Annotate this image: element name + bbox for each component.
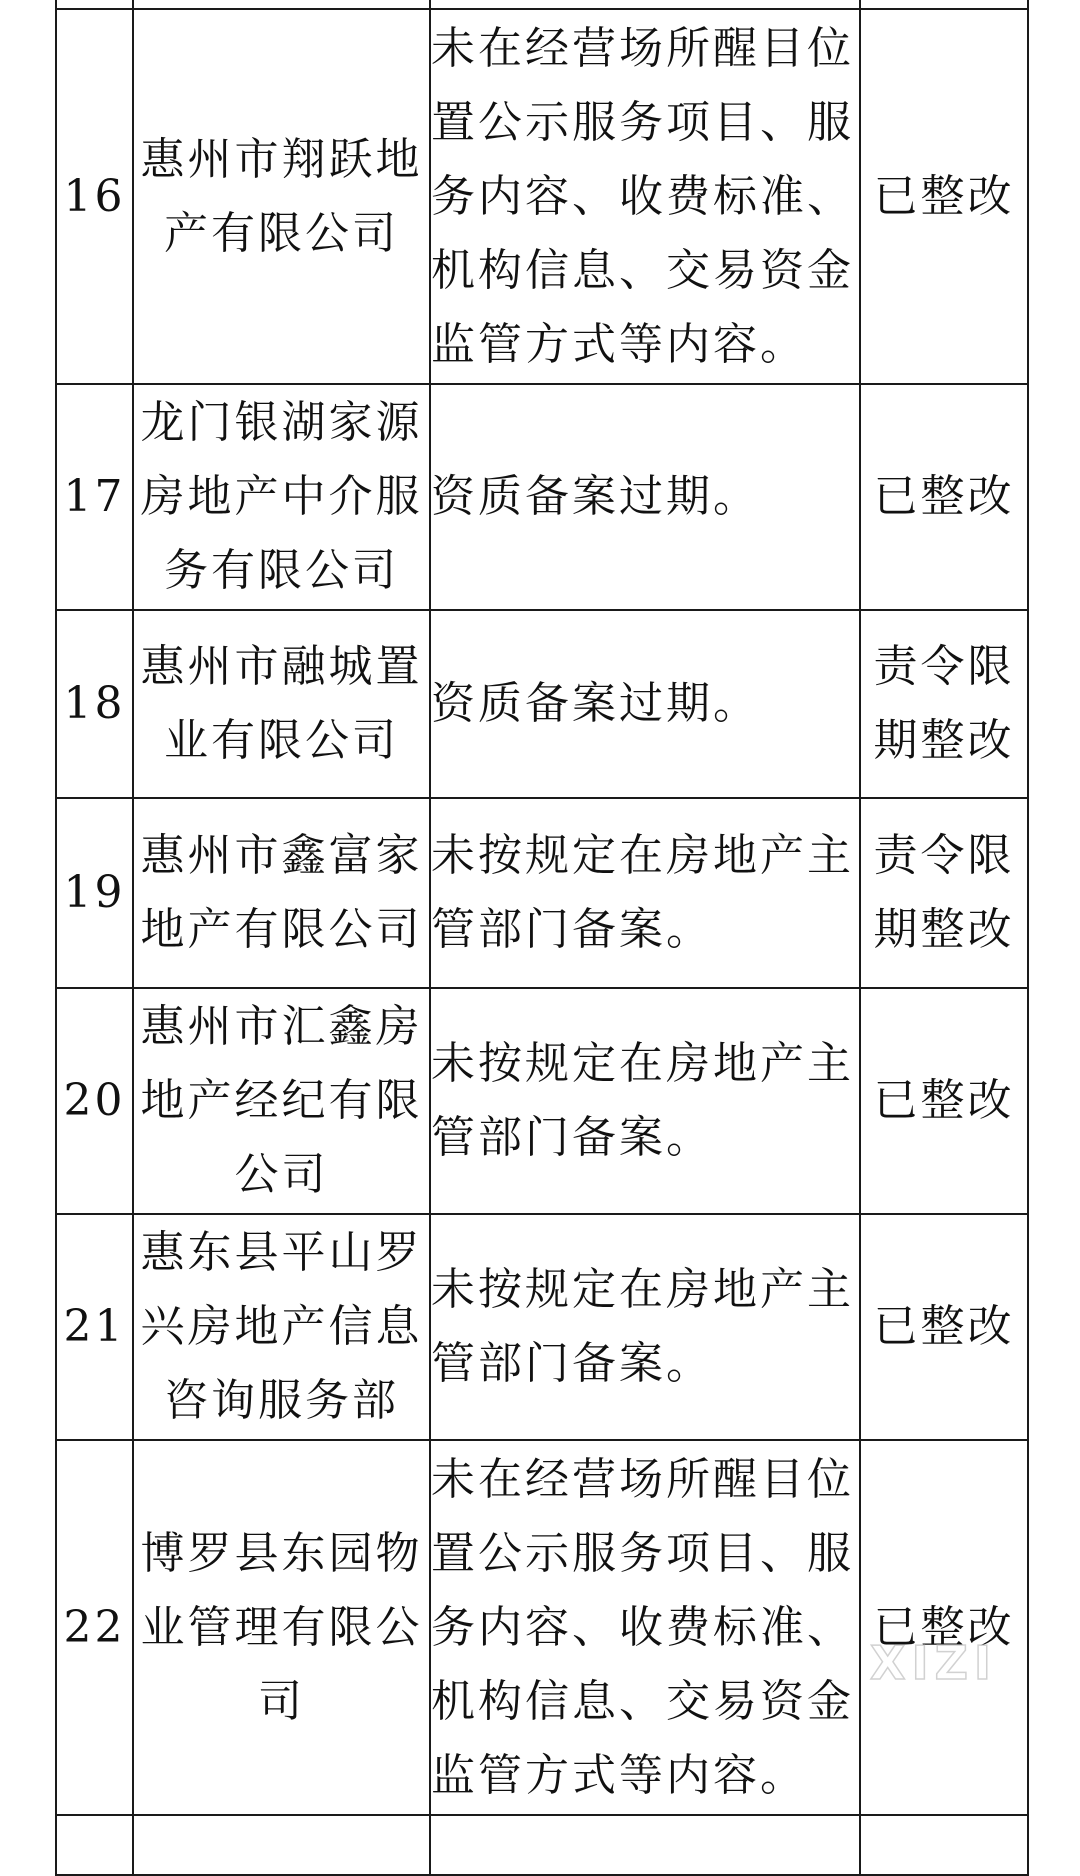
company-name-cell: 惠州市翔跃地产有限公司 [133, 9, 430, 384]
status-cell: 责令限期整改 [860, 798, 1028, 988]
status-cell: 已整改 [860, 1440, 1028, 1815]
table-row [56, 988, 1028, 1214]
row-number-cell: 21 [56, 1214, 133, 1440]
inspection-results-table [55, 0, 1029, 1876]
document-page [55, 0, 1027, 1876]
row-number-cell: 19 [56, 798, 133, 988]
table-row [56, 384, 1028, 610]
company-name-cell: 惠州市汇鑫房地产经纪有限公司 [133, 988, 430, 1214]
company-name-cell: 博罗县东园物业管理有限公司 [133, 1440, 430, 1815]
table-row [56, 798, 1028, 988]
company-name-cell: 龙门银湖家源房地产中介服务有限公司 [133, 384, 430, 610]
table-row [56, 1815, 1028, 1875]
table-row [56, 610, 1028, 798]
status-cell [860, 0, 1028, 9]
company-name-cell [133, 0, 430, 9]
status-cell: 已整改 [860, 384, 1028, 610]
issue-cell: 资质备案过期。 [430, 384, 860, 610]
issue-cell: 未按规定在房地产主管部门备案。 [430, 1214, 860, 1440]
xizi-watermark: XIZI [870, 1636, 998, 1690]
row-number-cell [56, 0, 133, 9]
company-name-cell: 惠东县平山罗兴房地产信息咨询服务部 [133, 1214, 430, 1440]
status-cell: 已整改 [860, 988, 1028, 1214]
issue-cell: 资质备案过期。 [430, 610, 860, 798]
row-number-cell: 22 [56, 1440, 133, 1815]
row-number-cell: 16 [56, 9, 133, 384]
table-row [56, 0, 1028, 9]
row-number-cell: 20 [56, 988, 133, 1214]
status-cell: 已整改 [860, 9, 1028, 384]
status-cell: 已整改 [860, 1214, 1028, 1440]
issue-cell: 未在经营场所醒目位置公示服务项目、服务内容、收费标准、机构信息、交易资金监管方式等内容。 [430, 1440, 860, 1815]
row-number-cell: 17 [56, 384, 133, 610]
company-name-cell: 惠州市鑫富家地产有限公司 [133, 798, 430, 988]
issue-cell: 未在经营场所醒目位置公示服务项目、服务内容、收费标准、机构信息、交易资金监管方式等内容。 [430, 9, 860, 384]
row-number-cell [56, 1815, 133, 1875]
table-row [56, 1214, 1028, 1440]
issue-cell: 未按规定在房地产主管部门备案。 [430, 988, 860, 1214]
company-name-cell: 惠州市融城置业有限公司 [133, 610, 430, 798]
table-row [56, 9, 1028, 384]
issue-cell [430, 0, 860, 9]
status-cell [860, 1815, 1028, 1875]
status-cell: 责令限期整改 [860, 610, 1028, 798]
table-row [56, 1440, 1028, 1815]
issue-cell [430, 1815, 860, 1875]
issue-cell: 未按规定在房地产主管部门备案。 [430, 798, 860, 988]
row-number-cell: 18 [56, 610, 133, 798]
company-name-cell [133, 1815, 430, 1875]
